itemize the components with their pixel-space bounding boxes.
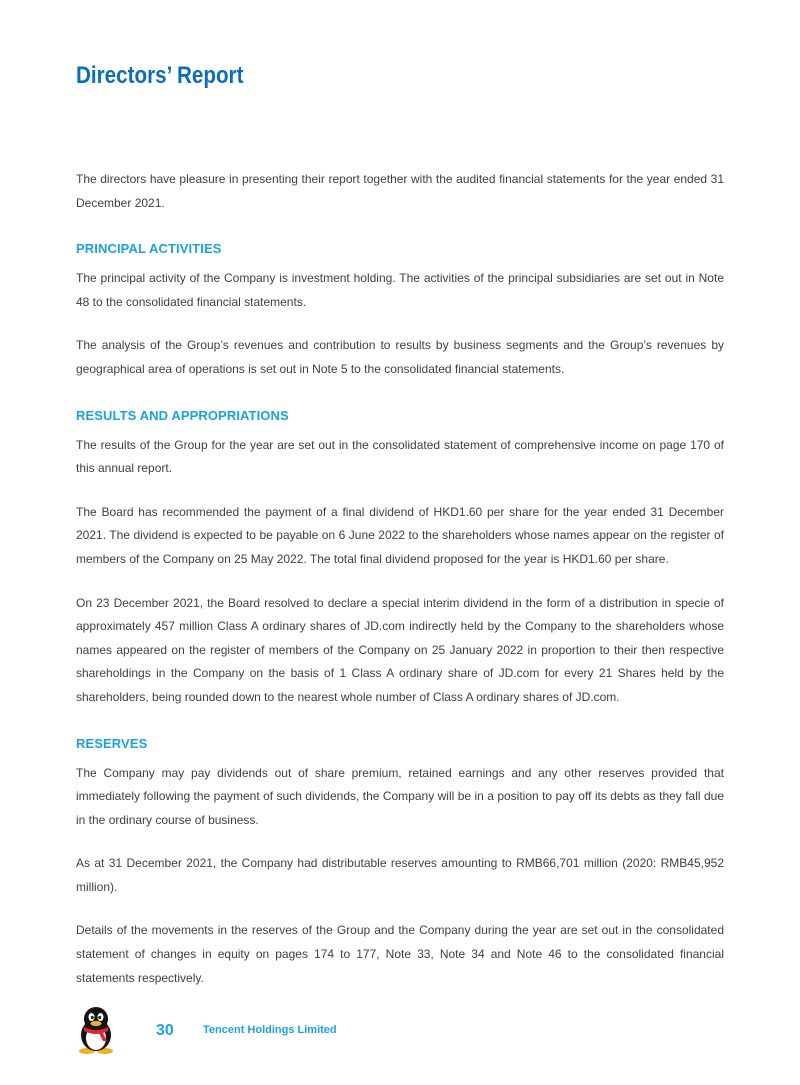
body-paragraph: The Company may pay dividends out of share premium, retained earnings and any other reserves provided that immediately following the payment of such dividends, the Company will be in a position to pay off its debts as they fall due in the ordinary course of business. xyxy=(76,765,724,827)
section-heading: RESERVES xyxy=(76,735,148,751)
penguin-icon xyxy=(76,1006,116,1054)
body-paragraph: On 23 December 2021, the Board resolved to declare a special interim dividend in the form of a distribution in specie of approximately 457 million Class A ordinary shares of JD.com indirectly held by the Company to the shareholders whose names appeared on the register of members of the Company on 25 January 2022 in proportion to their then respective shareholdings in the Company on the basis of 1 Class A ordinary share of JD.com for every 21 Shares held by the shareholders, being rounded down to the nearest whole number of Class A ordinary shares of JD.com. xyxy=(76,595,724,704)
report-body xyxy=(76,168,724,1010)
page-title: Directors’ Report xyxy=(76,62,244,89)
page-number: 30 xyxy=(156,1022,174,1039)
intro-paragraph: The directors have pleasure in presenting their report together with the audited financial statements for the year ended 31 December 2021. xyxy=(76,172,724,210)
body-paragraph: The Board has recommended the payment of a final dividend of HKD1.60 per share for the year ended 31 December 2021. The dividend is expected to be payable on 6 June 2022 to the shareholders whose names appear on the register of members of the Company on 25 May 2022. The total final dividend proposed for the year is HKD1.60 per share. xyxy=(76,504,724,566)
section-results-and-appropriations xyxy=(76,402,724,710)
section-reserves xyxy=(76,730,724,991)
body-paragraph: The results of the Group for the year are set out in the consolidated statement of comprehensive income on page 170 of this annual report. xyxy=(76,437,724,476)
page-footer xyxy=(76,1006,376,1056)
body-paragraph: The analysis of the Group’s revenues and contribution to results by business segments and the Group’s revenues by geographical area of operations is set out in Note 5 to the consolidated financial statements. xyxy=(76,338,724,376)
body-paragraph: The principal activity of the Company is investment holding. The activities of the principal subsidiaries are set out in Note 48 to the consolidated financial statements. xyxy=(76,271,724,309)
company-name: Tencent Holdings Limited xyxy=(203,1024,337,1036)
body-paragraph: As at 31 December 2021, the Company had distributable reserves amounting to RMB66,701 million (2020: RMB45,952 million). xyxy=(76,856,724,894)
section-heading: RESULTS AND APPROPRIATIONS xyxy=(76,407,289,423)
section-heading: PRINCIPAL ACTIVITIES xyxy=(76,241,222,257)
body-paragraph: Details of the movements in the reserves of the Group and the Company during the year are set out in the consolidated statement of changes in equity on pages 174 to 177, Note 33, Note 34 and Note 46 to the consolidated financial statements respectively. xyxy=(76,923,724,985)
section-principal-activities xyxy=(76,235,724,381)
